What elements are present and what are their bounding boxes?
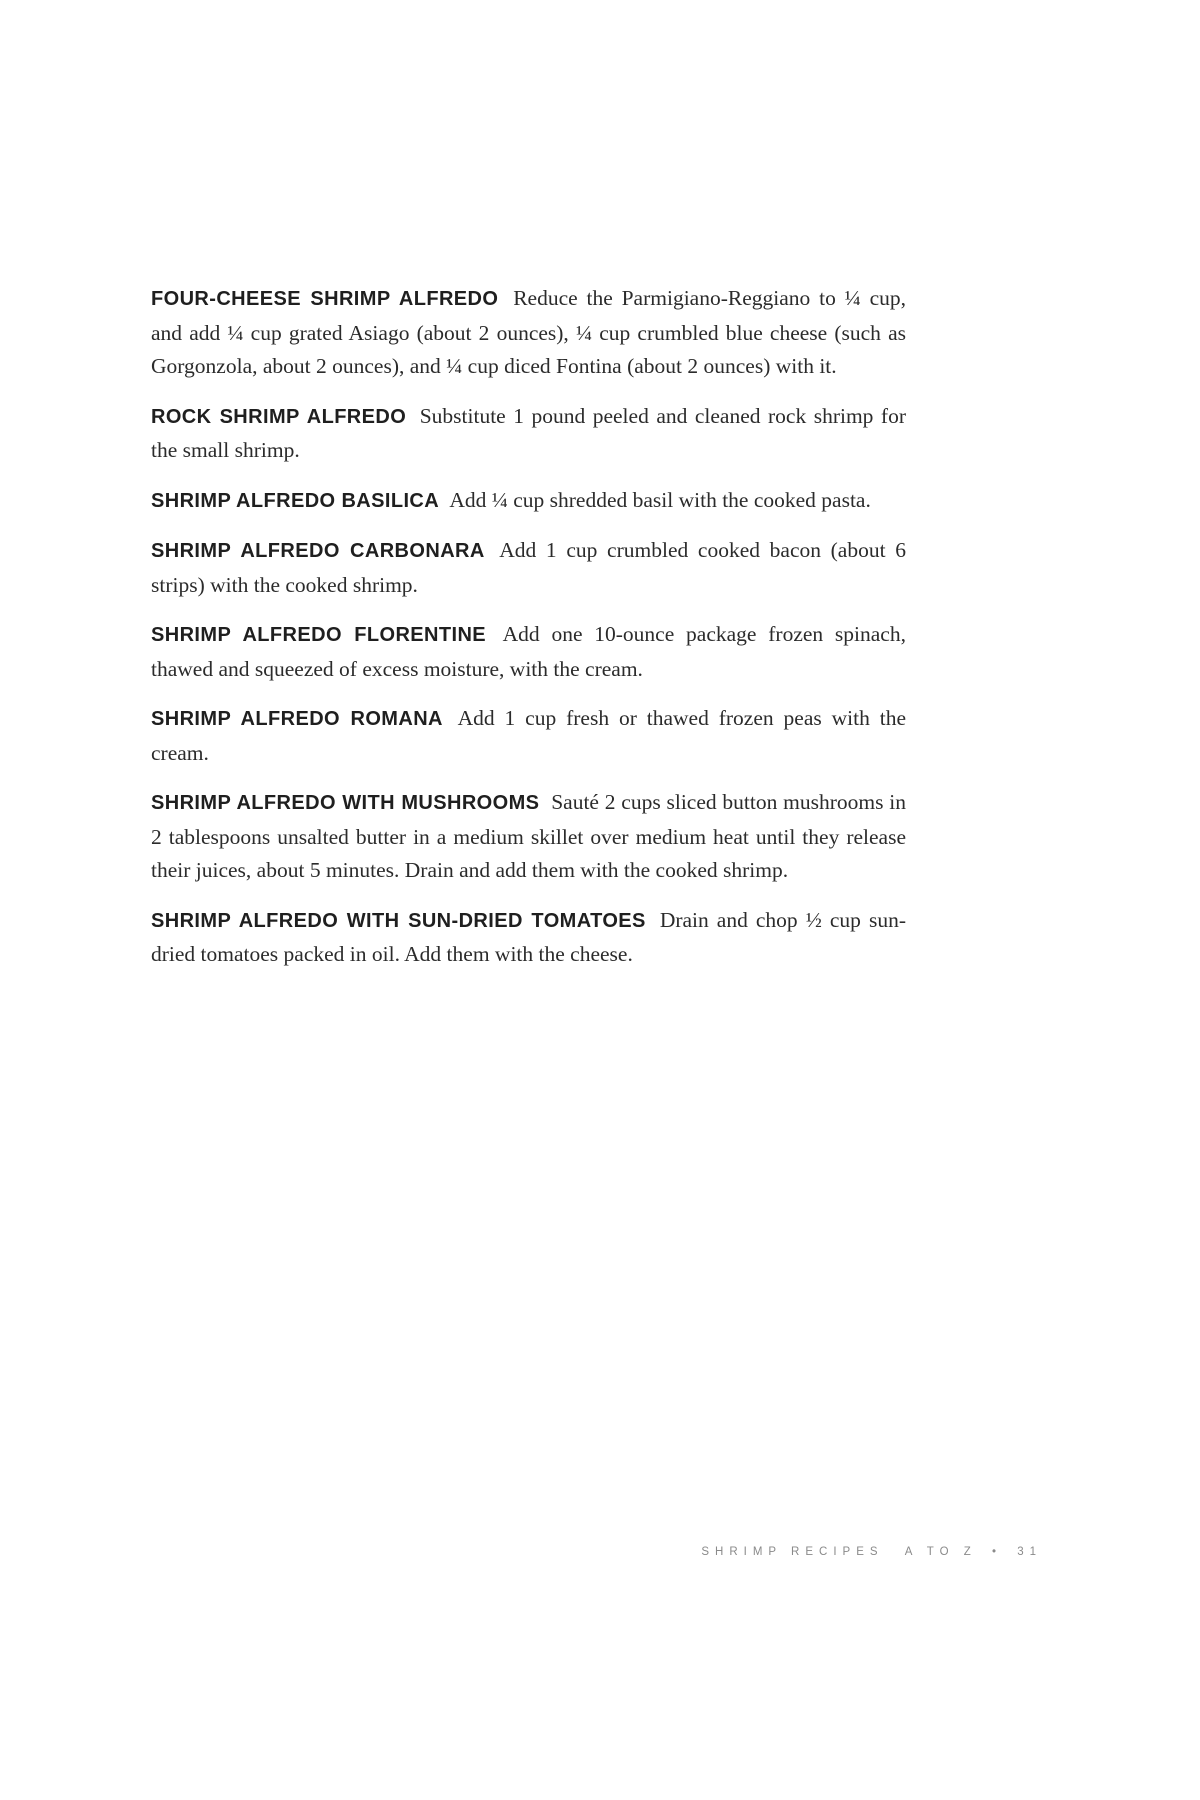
variation-title: SHRIMP ALFREDO CARBONARA — [151, 540, 485, 562]
variation-title: SHRIMP ALFREDO WITH MUSHROOMS — [151, 792, 540, 814]
variation-rock-shrimp — [151, 400, 906, 468]
variation-text: Substitute 1 pound peeled and cleaned rock shrimp for the small shrimp. — [151, 403, 906, 462]
footer-range: A TO Z — [904, 1546, 977, 1558]
footer-separator: • — [991, 1546, 1002, 1558]
variation-text: Add one 10-ounce package frozen spinach, thawed and squeezed of excess moisture, with the cream. — [151, 622, 906, 681]
variation-florentine — [151, 618, 906, 686]
variation-text: Add 1 cup crumbled cooked bacon (about 6 strips) with the cooked shrimp. — [151, 538, 906, 597]
variation-title: SHRIMP ALFREDO FLORENTINE — [151, 624, 487, 646]
variation-title: ROCK SHRIMP ALFREDO — [151, 405, 407, 428]
variation-sun-dried-tomatoes — [151, 904, 906, 972]
variation-title: FOUR-CHEESE SHRIMP ALFREDO — [151, 288, 499, 310]
variation-romana — [151, 702, 906, 770]
footer-book-title: SHRIMP RECIPES — [701, 1546, 884, 1558]
recipe-variations — [151, 282, 906, 988]
variation-text: Add 1 cup fresh or thawed frozen peas with the cream. — [151, 706, 906, 765]
variation-text: Drain and chop ½ cup sun-dried tomatoes packed in oil. Add them with the cheese. — [151, 907, 906, 966]
variation-carbonara — [151, 534, 906, 602]
variation-text: Sauté 2 cups sliced button mushrooms in 2 tablespoons unsalted butter in a medium skillet over medium heat until they release their juices, about 5 minutes. Drain and add them with the cooked shrimp. — [151, 790, 906, 882]
variation-title: SHRIMP ALFREDO ROMANA — [151, 708, 443, 730]
variation-title: SHRIMP ALFREDO WITH SUN-DRIED TOMATOES — [151, 909, 646, 932]
page-number: 31 — [1017, 1546, 1042, 1558]
variation-four-cheese — [151, 282, 906, 384]
variation-basilica — [151, 484, 906, 519]
variation-text: Add ¼ cup shredded basil with the cooked pasta. — [449, 487, 871, 512]
variation-text: Reduce the Parmigiano-Reggiano to ¼ cup, and add ¼ cup grated Asiago (about 2 ounces), ¼ cup crumbled blue cheese (such as Gorgonzola, about 2 ounces), and ¼ cup diced Fontina (about 2 ounces) with it. — [151, 286, 907, 378]
running-footer — [0, 1546, 1042, 1558]
variation-mushrooms — [151, 786, 906, 888]
variation-title: SHRIMP ALFREDO BASILICA — [151, 489, 440, 512]
